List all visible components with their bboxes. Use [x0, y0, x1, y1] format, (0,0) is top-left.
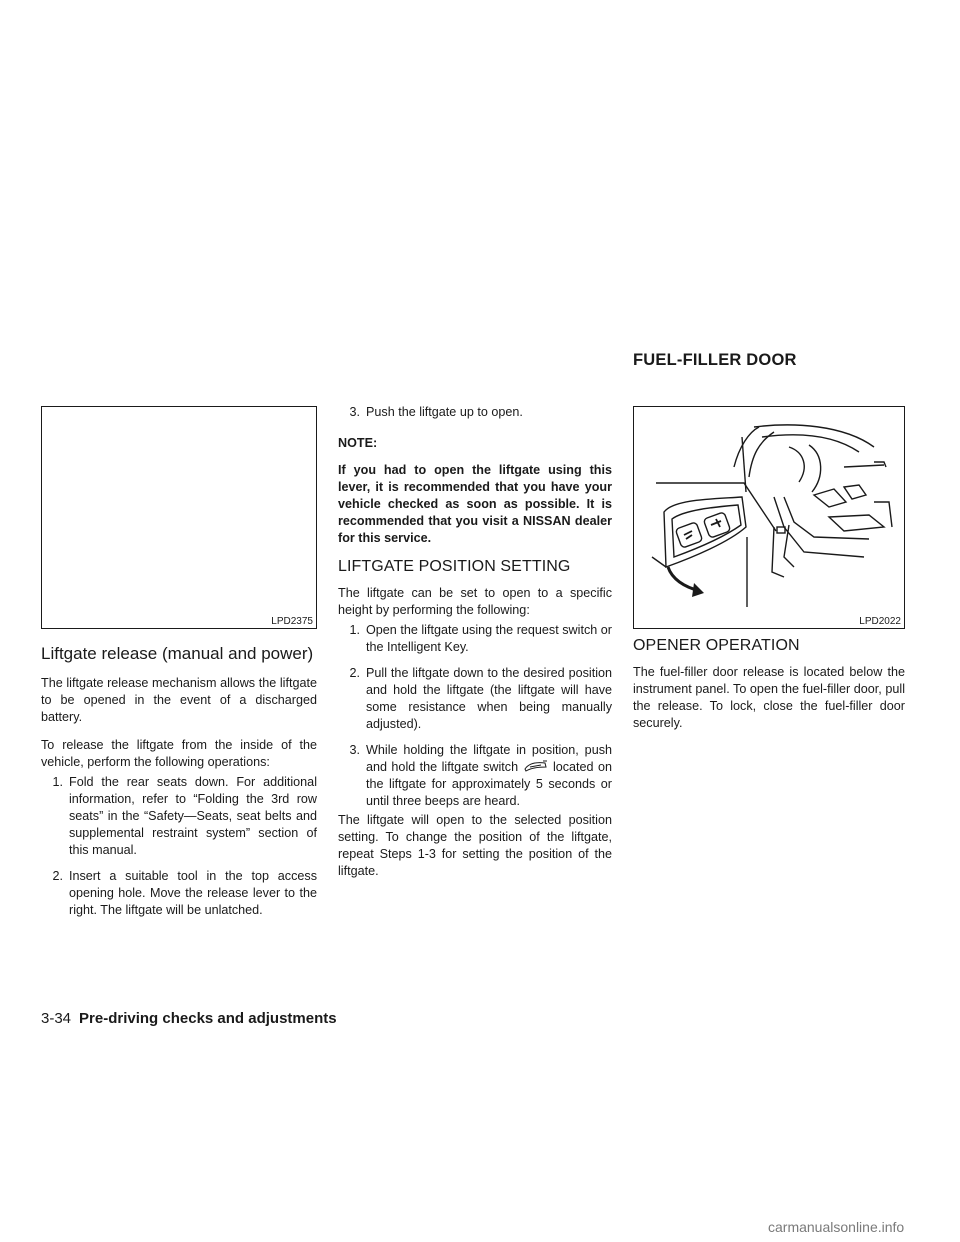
- list-number: 3.: [349, 743, 360, 757]
- list-number: 2.: [349, 666, 360, 680]
- list-text: Insert a suitable tool in the top access opening hole. Move the release lever to the right. The liftgate will be unlatched.: [69, 869, 317, 917]
- list-text: Open the liftgate using the request switch or the Intelligent Key.: [366, 623, 612, 654]
- liftgate-switch-icon: [523, 760, 549, 772]
- list-item: [338, 404, 612, 421]
- list-text: [366, 742, 612, 810]
- list-text: Fold the rear seats down. For additional information, refer to “Folding the 3rd row seats” in the “Safety—Seats, seat belts and supplemental restraint system” section of this manual.: [69, 775, 317, 857]
- list-number: 1.: [349, 623, 360, 637]
- list-text: Pull the liftgate down to the desired position and hold the liftgate (the liftgate will have some resistance when being manually adjusted).: [366, 666, 612, 731]
- section-title: FUEL-FILLER DOOR: [633, 351, 797, 369]
- column-1: [41, 644, 317, 919]
- paragraph: The liftgate will open to the selected position setting. To change the position of the liftgate, repeat Steps 1-3 for setting the position of the liftgate.: [338, 813, 612, 878]
- column-3: [633, 636, 905, 732]
- note-body: If you had to open the liftgate using this lever, it is recommended that you have your vehicle checked as soon as possible. It is recommended that you visit a NISSAN dealer for this service.: [338, 463, 612, 545]
- fuel-filler-release-illustration: [634, 407, 904, 628]
- list-item: [41, 868, 317, 919]
- list-number: 2.: [52, 869, 63, 883]
- list-text: Push the liftgate up to open.: [366, 405, 523, 419]
- paragraph: The liftgate release mechanism allows the liftgate to be opened in the event of a discharged battery.: [41, 676, 317, 724]
- note-title: NOTE:: [338, 436, 378, 450]
- watermark: carmanualsonline.info: [768, 1219, 905, 1235]
- paragraph: The fuel-filler door release is located below the instrument panel. To open the fuel-filler door, pull the release. To lock, close the fuel-filler door securely.: [633, 665, 905, 730]
- chapter-title: Pre-driving checks and adjustments: [79, 1010, 337, 1027]
- figure-fuel-filler-release: [633, 406, 905, 629]
- list-text-part: While holding the liftgate in position, push and hold the liftgate switch: [366, 743, 612, 774]
- page-footer: [41, 1010, 337, 1028]
- column-2: [338, 404, 612, 880]
- heading-liftgate-position-setting: LIFTGATE POSITION SETTING: [338, 558, 571, 575]
- heading-liftgate-release: Liftgate release (manual and power): [41, 644, 314, 663]
- page-number: 3-34: [41, 1010, 72, 1027]
- figure-label: LPD2022: [859, 616, 901, 627]
- paragraph: The liftgate can be set to open to a specific height by performing the following:: [338, 586, 612, 617]
- list-text-part: located on the liftgate for approximately 5 seconds or until three beeps are heard.: [366, 760, 612, 808]
- heading-opener-operation: OPENER OPERATION: [633, 637, 800, 654]
- list-item: [338, 665, 612, 733]
- list-item: [338, 742, 612, 810]
- list-item: [338, 622, 612, 656]
- list-number: 3.: [349, 405, 360, 419]
- figure-label: LPD2375: [271, 616, 313, 627]
- list-number: 1.: [52, 775, 63, 789]
- list-item: [41, 774, 317, 859]
- figure-liftgate-release: [41, 406, 317, 629]
- paragraph: To release the liftgate from the inside of the vehicle, perform the following operations:: [41, 738, 317, 769]
